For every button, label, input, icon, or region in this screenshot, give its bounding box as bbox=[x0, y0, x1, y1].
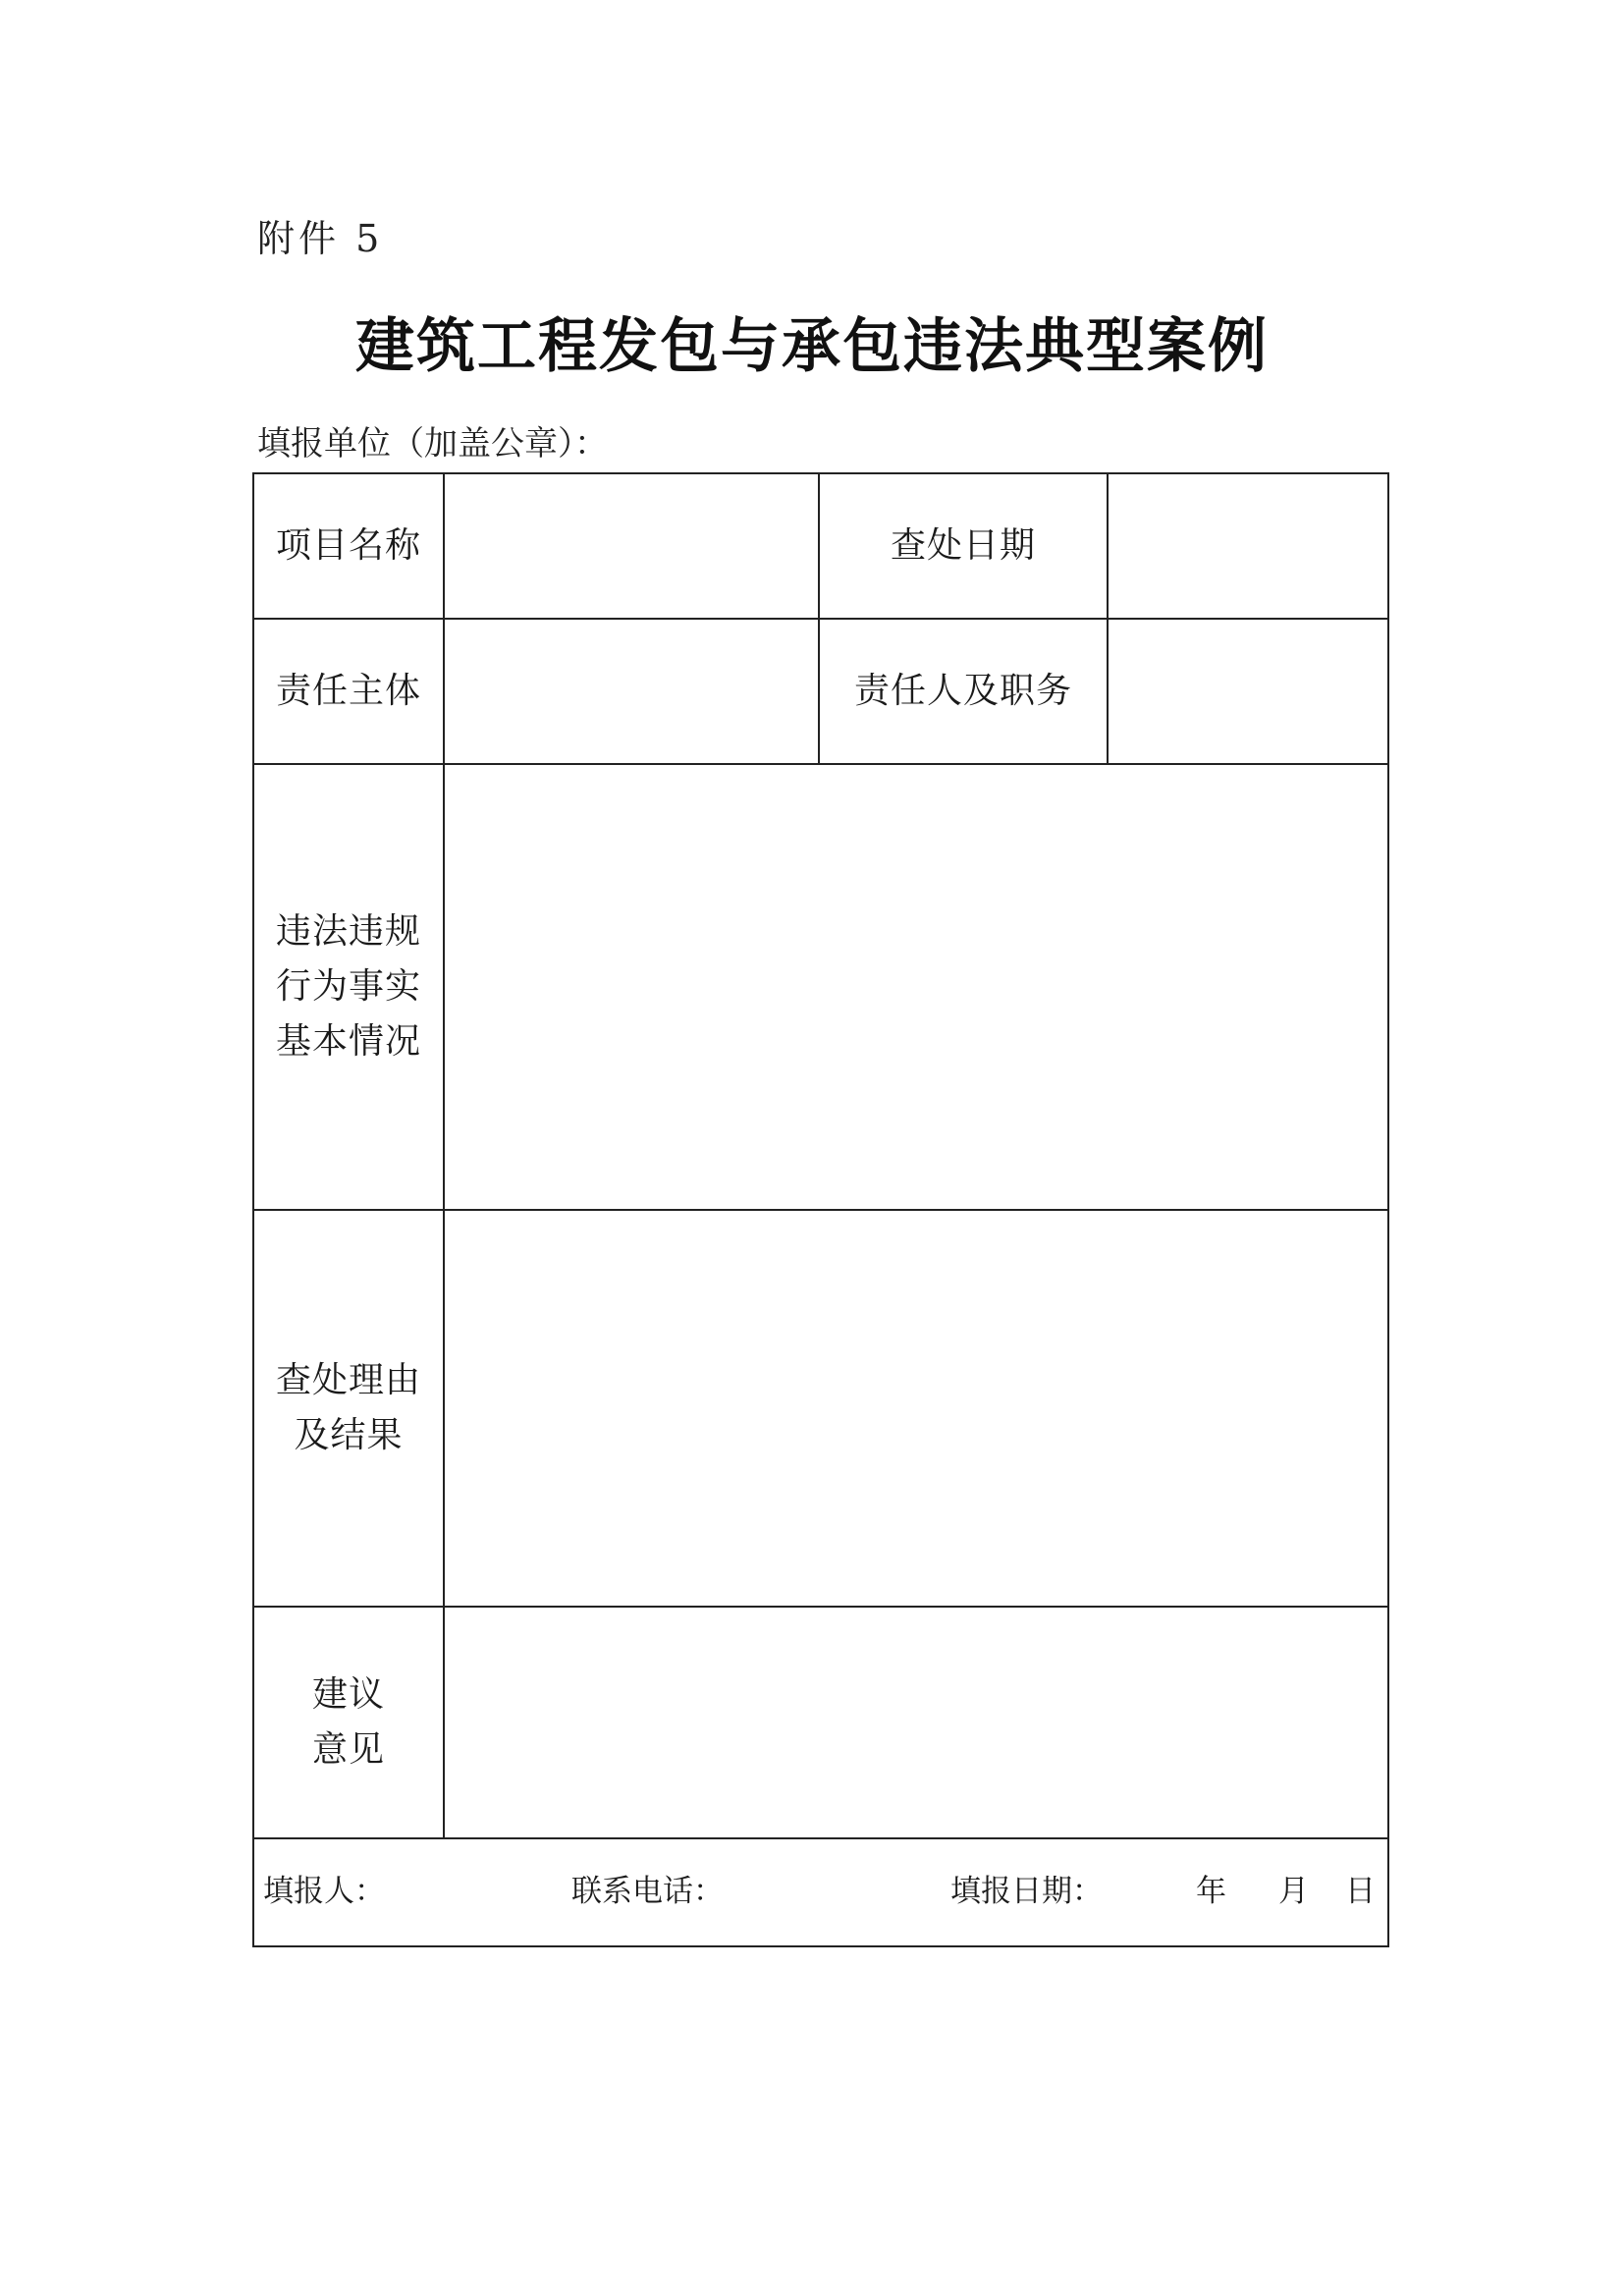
suggestion-field[interactable] bbox=[444, 1607, 1388, 1838]
investigation-date-label: 查处日期 bbox=[890, 525, 1036, 566]
handling-reason-label: 查处理由 及结果 bbox=[275, 1360, 421, 1455]
reporting-unit-label: 填报单位（加盖公章）： bbox=[257, 424, 608, 464]
month-label: 月 bbox=[1278, 1874, 1309, 1909]
responsible-entity-label: 责任主体 bbox=[275, 671, 421, 711]
phone-label: 联系电话： bbox=[571, 1874, 724, 1909]
attachment-label: 附件 5 bbox=[257, 217, 384, 260]
violation-facts-field[interactable] bbox=[444, 764, 1388, 1210]
suggestion-label: 建议 意见 bbox=[311, 1674, 385, 1770]
project-name-label: 项目名称 bbox=[275, 525, 421, 566]
report-date-label: 填报日期： bbox=[950, 1874, 1103, 1909]
handling-reason-field[interactable] bbox=[444, 1210, 1388, 1607]
day-label: 日 bbox=[1345, 1874, 1376, 1909]
reporter-label: 填报人： bbox=[263, 1874, 385, 1909]
document-title: 建筑工程发包与承包违法典型案例 bbox=[355, 312, 1269, 381]
year-label: 年 bbox=[1196, 1874, 1226, 1909]
violation-facts-label: 违法违规 行为事实 基本情况 bbox=[275, 911, 421, 1062]
project-name-field[interactable] bbox=[444, 473, 819, 619]
responsible-person-field[interactable] bbox=[1108, 619, 1388, 764]
responsible-person-label: 责任人及职务 bbox=[853, 671, 1072, 711]
investigation-date-field[interactable] bbox=[1108, 473, 1388, 619]
responsible-entity-field[interactable] bbox=[444, 619, 819, 764]
